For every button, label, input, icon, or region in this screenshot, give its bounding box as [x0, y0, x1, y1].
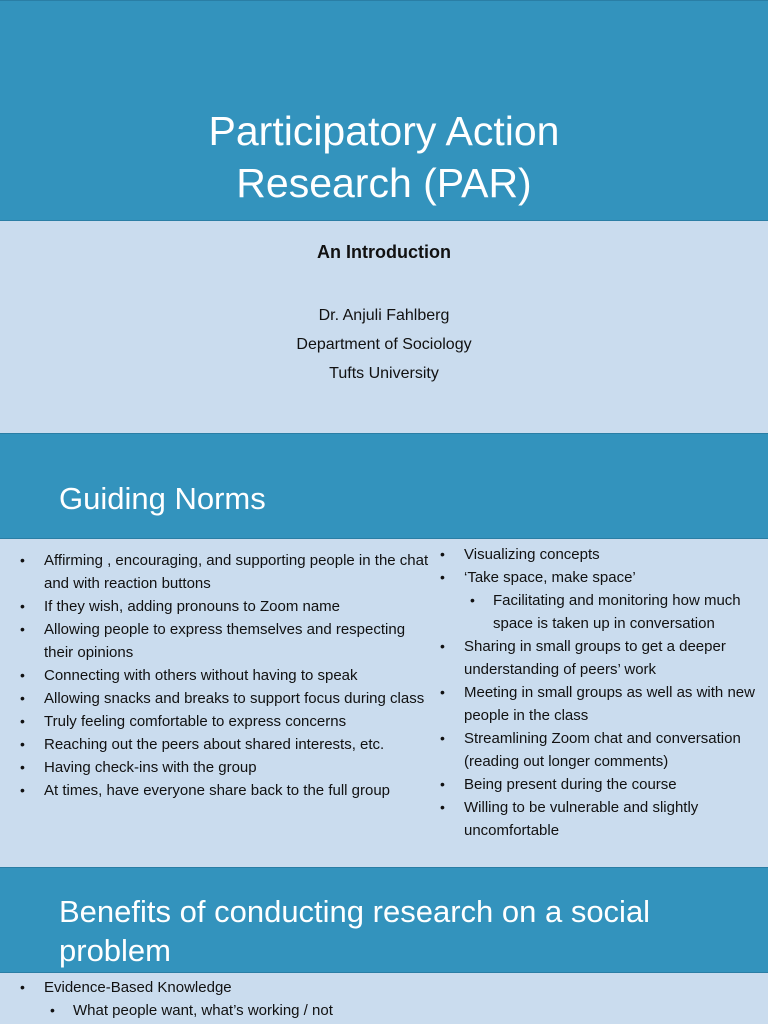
presentation-title: [0, 105, 768, 209]
guiding-norms-header: [0, 433, 768, 539]
list-item: • Having check-ins with the group: [20, 756, 430, 779]
list-item: • Meeting in small groups as well as with new people in the class: [440, 681, 766, 727]
list-item: • Affirming , encouraging, and supporting people in the chat and with reaction buttons: [20, 549, 430, 595]
department: Department of Sociology: [296, 336, 472, 353]
university: Tufts University: [329, 365, 439, 382]
list-item: • Sharing in small groups to get a deeper understanding of peers’ work: [440, 635, 766, 681]
subtitle: An Introduction: [317, 242, 451, 262]
sub-list-item: • What people want, what’s working / not: [20, 999, 740, 1022]
norms-list-right: [440, 543, 766, 842]
list-item: • Allowing snacks and breaks to support focus during class: [20, 687, 430, 710]
list-item: • Evidence-Based Knowledge: [20, 976, 740, 999]
guiding-norms-body: [0, 539, 768, 867]
list-item: • Willing to be vulnerable and slightly uncomfortable: [440, 796, 766, 842]
list-item: • Truly feeling comfortable to express concerns: [20, 710, 430, 733]
list-item: • ‘Take space, make space’: [440, 566, 766, 589]
title-slide-body: [0, 221, 768, 433]
slide-title: Guiding Norms: [59, 481, 266, 516]
title-slide-header: [0, 0, 768, 221]
list-item: • Connecting with others without having to speak: [20, 664, 430, 687]
title-line-2: Research (PAR): [236, 160, 532, 206]
list-item: • Being present during the course: [440, 773, 766, 796]
benefits-body: [0, 973, 768, 1024]
list-item: • Allowing people to express themselves and respecting their opinions: [20, 618, 430, 664]
author-block: [0, 301, 768, 388]
list-item: • If they wish, adding pronouns to Zoom name: [20, 595, 430, 618]
list-item: • Reaching out the peers about shared interests, etc.: [20, 733, 430, 756]
benefits-list: [20, 976, 740, 1022]
list-item: • Streamlining Zoom chat and conversation (reading out longer comments): [440, 727, 766, 773]
list-item: • At times, have everyone share back to the full group: [20, 779, 430, 802]
list-item: • Visualizing concepts: [440, 543, 766, 566]
title-line-1: Participatory Action: [208, 108, 560, 154]
norms-list-left: [20, 549, 430, 802]
benefits-header: [0, 867, 768, 973]
sub-list-item: • Facilitating and monitoring how much space is taken up in conversation: [440, 589, 766, 635]
author-name: Dr. Anjuli Fahlberg: [318, 307, 450, 324]
slide-title: Benefits of conducting research on a social problem: [59, 894, 651, 968]
